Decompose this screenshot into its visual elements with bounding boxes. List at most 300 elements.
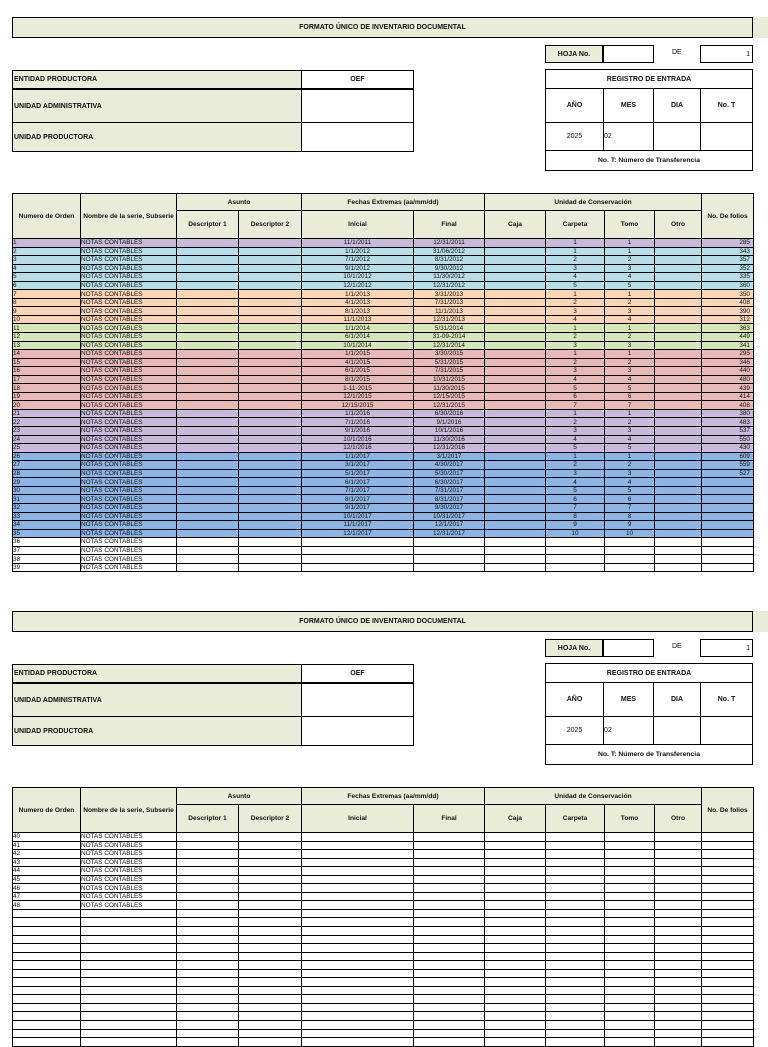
cell-caja[interactable] — [485, 247, 546, 256]
cell-descriptor-2[interactable] — [239, 273, 302, 282]
cell-serie[interactable]: NOTAS CONTABLES — [81, 401, 177, 410]
cell-tomo[interactable] — [605, 867, 655, 876]
cell-inicial[interactable]: 1/1/2013 — [302, 290, 414, 299]
cell-carpeta[interactable] — [546, 538, 605, 547]
cell-numero[interactable]: 18 — [13, 384, 81, 393]
cell-inicial[interactable]: 7/1/2017 — [302, 486, 414, 495]
cell-serie[interactable] — [81, 986, 177, 995]
cell-folios[interactable]: 285 — [702, 239, 754, 248]
cell-carpeta[interactable]: 4 — [546, 375, 605, 384]
cell-final[interactable]: 12/31/2016 — [414, 444, 485, 453]
cell-descriptor-1[interactable] — [177, 521, 239, 530]
cell-serie[interactable] — [81, 918, 177, 927]
cell-descriptor-2[interactable] — [239, 333, 302, 342]
cell-serie[interactable]: NOTAS CONTABLES — [81, 875, 177, 884]
cell-final[interactable] — [414, 850, 485, 859]
cell-folios[interactable] — [702, 909, 754, 918]
cell-otro[interactable] — [655, 350, 702, 359]
cell-final[interactable] — [414, 1003, 485, 1012]
cell-serie[interactable]: NOTAS CONTABLES — [81, 461, 177, 470]
cell-final[interactable] — [414, 1012, 485, 1021]
cell-inicial[interactable] — [302, 546, 414, 555]
cell-otro[interactable] — [655, 461, 702, 470]
cell-serie[interactable] — [81, 935, 177, 944]
cell-descriptor-2[interactable] — [239, 307, 302, 316]
cell-carpeta[interactable] — [546, 1003, 605, 1012]
cell-descriptor-1[interactable] — [177, 944, 239, 953]
cell-numero[interactable]: 1 — [13, 239, 81, 248]
cell-serie[interactable]: NOTAS CONTABLES — [81, 867, 177, 876]
cell-numero[interactable]: 8 — [13, 298, 81, 307]
cell-tomo[interactable] — [605, 546, 655, 555]
cell-serie[interactable] — [81, 1029, 177, 1038]
cell-numero[interactable]: 17 — [13, 375, 81, 384]
cell-descriptor-1[interactable] — [177, 256, 239, 265]
mes-field[interactable] — [603, 122, 654, 151]
cell-serie[interactable] — [81, 944, 177, 953]
cell-inicial[interactable]: 9/1/2012 — [302, 264, 414, 273]
cell-final[interactable]: 5/30/2017 — [414, 469, 485, 478]
cell-inicial[interactable]: 11/1/2017 — [302, 521, 414, 530]
cell-caja[interactable] — [485, 909, 546, 918]
cell-tomo[interactable] — [605, 858, 655, 867]
cell-descriptor-1[interactable] — [177, 935, 239, 944]
cell-descriptor-1[interactable] — [177, 273, 239, 282]
cell-folios[interactable] — [702, 986, 754, 995]
cell-otro[interactable] — [655, 401, 702, 410]
cell-descriptor-1[interactable] — [177, 418, 239, 427]
cell-inicial[interactable] — [302, 918, 414, 927]
cell-inicial[interactable] — [302, 961, 414, 970]
cell-folios[interactable]: 439 — [702, 384, 754, 393]
cell-inicial[interactable] — [302, 927, 414, 936]
cell-inicial[interactable] — [302, 1021, 414, 1030]
entidad-field[interactable] — [301, 70, 414, 89]
cell-tomo[interactable] — [605, 884, 655, 893]
cell-carpeta[interactable]: 8 — [546, 512, 605, 521]
cell-caja[interactable] — [485, 867, 546, 876]
cell-final[interactable] — [414, 892, 485, 901]
cell-descriptor-2[interactable] — [239, 392, 302, 401]
cell-final[interactable]: 31-09-2014 — [414, 333, 485, 342]
cell-folios[interactable]: 350 — [702, 290, 754, 299]
cell-serie[interactable]: NOTAS CONTABLES — [81, 298, 177, 307]
cell-numero[interactable]: 2 — [13, 247, 81, 256]
cell-descriptor-2[interactable] — [239, 384, 302, 393]
cell-descriptor-1[interactable] — [177, 841, 239, 850]
cell-descriptor-1[interactable] — [177, 1038, 239, 1047]
cell-tomo[interactable]: 10 — [605, 529, 655, 538]
cell-numero[interactable]: 3 — [13, 256, 81, 265]
cell-caja[interactable] — [485, 969, 546, 978]
cell-final[interactable]: 12/31/2014 — [414, 341, 485, 350]
cell-serie[interactable] — [81, 1012, 177, 1021]
cell-numero[interactable] — [13, 935, 81, 944]
cell-descriptor-1[interactable] — [177, 529, 239, 538]
cell-tomo[interactable]: 2 — [605, 461, 655, 470]
cell-otro[interactable] — [655, 927, 702, 936]
cell-descriptor-2[interactable] — [239, 833, 302, 842]
cell-carpeta[interactable]: 7 — [546, 503, 605, 512]
cell-final[interactable]: 4/30/2017 — [414, 461, 485, 470]
cell-numero[interactable] — [13, 1003, 81, 1012]
cell-final[interactable] — [414, 867, 485, 876]
cell-caja[interactable] — [485, 384, 546, 393]
cell-carpeta[interactable] — [546, 875, 605, 884]
cell-carpeta[interactable] — [546, 909, 605, 918]
cell-descriptor-1[interactable] — [177, 239, 239, 248]
cell-descriptor-2[interactable] — [239, 546, 302, 555]
cell-carpeta[interactable]: 2 — [546, 418, 605, 427]
cell-tomo[interactable] — [605, 969, 655, 978]
cell-caja[interactable] — [485, 478, 546, 487]
cell-caja[interactable] — [485, 350, 546, 359]
cell-folios[interactable] — [702, 495, 754, 504]
cell-caja[interactable] — [485, 901, 546, 910]
cell-final[interactable]: 7/31/2015 — [414, 367, 485, 376]
cell-final[interactable]: 5/31/2015 — [414, 358, 485, 367]
cell-tomo[interactable]: 9 — [605, 521, 655, 530]
cell-descriptor-2[interactable] — [239, 867, 302, 876]
cell-numero[interactable]: 36 — [13, 538, 81, 547]
cell-final[interactable]: 12/31/2013 — [414, 315, 485, 324]
cell-descriptor-2[interactable] — [239, 892, 302, 901]
cell-caja[interactable] — [485, 555, 546, 564]
cell-descriptor-1[interactable] — [177, 503, 239, 512]
cell-otro[interactable] — [655, 478, 702, 487]
cell-folios[interactable]: 390 — [702, 307, 754, 316]
cell-descriptor-2[interactable] — [239, 909, 302, 918]
cell-carpeta[interactable] — [546, 918, 605, 927]
cell-carpeta[interactable]: 1 — [546, 247, 605, 256]
cell-inicial[interactable]: 7/1/2016 — [302, 418, 414, 427]
cell-inicial[interactable] — [302, 555, 414, 564]
cell-folios[interactable]: 380 — [702, 409, 754, 418]
cell-otro[interactable] — [655, 256, 702, 265]
cell-inicial[interactable]: 10/1/2012 — [302, 273, 414, 282]
cell-descriptor-2[interactable] — [239, 538, 302, 547]
cell-tomo[interactable] — [605, 1003, 655, 1012]
cell-numero[interactable]: 24 — [13, 435, 81, 444]
cell-numero[interactable]: 12 — [13, 333, 81, 342]
cell-carpeta[interactable]: 9 — [546, 521, 605, 530]
cell-descriptor-2[interactable] — [239, 1003, 302, 1012]
cell-numero[interactable]: 39 — [13, 563, 81, 572]
cell-folios[interactable]: 363 — [702, 324, 754, 333]
cell-descriptor-1[interactable] — [177, 969, 239, 978]
cell-tomo[interactable] — [605, 833, 655, 842]
cell-tomo[interactable] — [605, 850, 655, 859]
unidad-adm-field[interactable] — [301, 89, 414, 123]
cell-descriptor-2[interactable] — [239, 239, 302, 248]
cell-tomo[interactable]: 1 — [605, 324, 655, 333]
cell-carpeta[interactable] — [546, 901, 605, 910]
cell-tomo[interactable]: 1 — [605, 350, 655, 359]
cell-descriptor-1[interactable] — [177, 986, 239, 995]
cell-descriptor-1[interactable] — [177, 978, 239, 987]
cell-serie[interactable] — [81, 927, 177, 936]
cell-numero[interactable]: 34 — [13, 521, 81, 530]
cell-carpeta[interactable]: 4 — [546, 435, 605, 444]
cell-inicial[interactable] — [302, 969, 414, 978]
cell-carpeta[interactable] — [546, 833, 605, 842]
cell-otro[interactable] — [655, 324, 702, 333]
cell-numero[interactable] — [13, 918, 81, 927]
cell-tomo[interactable] — [605, 909, 655, 918]
cell-caja[interactable] — [485, 1029, 546, 1038]
cell-caja[interactable] — [485, 833, 546, 842]
cell-inicial[interactable] — [302, 833, 414, 842]
cell-caja[interactable] — [485, 563, 546, 572]
cell-tomo[interactable]: 4 — [605, 315, 655, 324]
cell-descriptor-1[interactable] — [177, 409, 239, 418]
cell-tomo[interactable]: 1 — [605, 290, 655, 299]
cell-final[interactable] — [414, 841, 485, 850]
cell-otro[interactable] — [655, 986, 702, 995]
cell-inicial[interactable]: 1/1/2014 — [302, 324, 414, 333]
cell-descriptor-2[interactable] — [239, 927, 302, 936]
cell-descriptor-2[interactable] — [239, 503, 302, 512]
cell-carpeta[interactable]: 1 — [546, 452, 605, 461]
cell-final[interactable] — [414, 538, 485, 547]
cell-serie[interactable]: NOTAS CONTABLES — [81, 264, 177, 273]
cell-carpeta[interactable]: 3 — [546, 307, 605, 316]
cell-serie[interactable]: NOTAS CONTABLES — [81, 444, 177, 453]
cell-final[interactable] — [414, 833, 485, 842]
cell-otro[interactable] — [655, 1029, 702, 1038]
cell-numero[interactable] — [13, 961, 81, 970]
cell-serie[interactable]: NOTAS CONTABLES — [81, 563, 177, 572]
cell-serie[interactable]: NOTAS CONTABLES — [81, 486, 177, 495]
cell-caja[interactable] — [485, 1003, 546, 1012]
cell-caja[interactable] — [485, 529, 546, 538]
cell-carpeta[interactable]: 10 — [546, 529, 605, 538]
cell-descriptor-2[interactable] — [239, 884, 302, 893]
cell-tomo[interactable]: 1 — [605, 409, 655, 418]
cell-descriptor-2[interactable] — [239, 1012, 302, 1021]
cell-carpeta[interactable]: 4 — [546, 478, 605, 487]
cell-tomo[interactable]: 1 — [605, 239, 655, 248]
cell-serie[interactable]: NOTAS CONTABLES — [81, 392, 177, 401]
cell-descriptor-1[interactable] — [177, 495, 239, 504]
cell-caja[interactable] — [485, 486, 546, 495]
cell-folios[interactable] — [702, 935, 754, 944]
cell-numero[interactable]: 27 — [13, 461, 81, 470]
cell-tomo[interactable]: 4 — [605, 478, 655, 487]
cell-numero[interactable]: 29 — [13, 478, 81, 487]
cell-final[interactable]: 9/1/2016 — [414, 418, 485, 427]
cell-carpeta[interactable] — [546, 935, 605, 944]
cell-serie[interactable]: NOTAS CONTABLES — [81, 892, 177, 901]
cell-caja[interactable] — [485, 435, 546, 444]
cell-numero[interactable]: 44 — [13, 867, 81, 876]
cell-folios[interactable] — [702, 503, 754, 512]
cell-final[interactable]: 10/31/2017 — [414, 512, 485, 521]
cell-otro[interactable] — [655, 935, 702, 944]
cell-final[interactable] — [414, 901, 485, 910]
cell-descriptor-1[interactable] — [177, 909, 239, 918]
cell-otro[interactable] — [655, 264, 702, 273]
cell-inicial[interactable] — [302, 1012, 414, 1021]
cell-serie[interactable]: NOTAS CONTABLES — [81, 546, 177, 555]
cell-tomo[interactable]: 2 — [605, 256, 655, 265]
cell-descriptor-1[interactable] — [177, 850, 239, 859]
cell-descriptor-1[interactable] — [177, 444, 239, 453]
cell-tomo[interactable] — [605, 538, 655, 547]
cell-folios[interactable] — [702, 833, 754, 842]
cell-tomo[interactable]: 3 — [605, 469, 655, 478]
cell-inicial[interactable] — [302, 884, 414, 893]
cell-descriptor-2[interactable] — [239, 986, 302, 995]
cell-final[interactable]: 11/30/2012 — [414, 273, 485, 282]
cell-caja[interactable] — [485, 264, 546, 273]
cell-caja[interactable] — [485, 995, 546, 1004]
cell-carpeta[interactable]: 1 — [546, 239, 605, 248]
cell-caja[interactable] — [485, 307, 546, 316]
cell-descriptor-1[interactable] — [177, 427, 239, 436]
cell-tomo[interactable]: 2 — [605, 358, 655, 367]
cell-numero[interactable] — [13, 978, 81, 987]
cell-descriptor-1[interactable] — [177, 307, 239, 316]
cell-tomo[interactable] — [605, 935, 655, 944]
cell-descriptor-2[interactable] — [239, 264, 302, 273]
cell-folios[interactable] — [702, 995, 754, 1004]
cell-tomo[interactable] — [605, 978, 655, 987]
cell-folios[interactable] — [702, 918, 754, 927]
cell-serie[interactable] — [81, 978, 177, 987]
cell-numero[interactable]: 25 — [13, 444, 81, 453]
cell-folios[interactable] — [702, 858, 754, 867]
cell-caja[interactable] — [485, 521, 546, 530]
cell-inicial[interactable] — [302, 1029, 414, 1038]
cell-final[interactable]: 12/31/2017 — [414, 529, 485, 538]
cell-inicial[interactable]: 5/1/2017 — [302, 469, 414, 478]
cell-final[interactable] — [414, 1029, 485, 1038]
cell-final[interactable] — [414, 1038, 485, 1047]
cell-folios[interactable]: 295 — [702, 350, 754, 359]
cell-descriptor-1[interactable] — [177, 961, 239, 970]
cell-carpeta[interactable]: 3 — [546, 341, 605, 350]
cell-inicial[interactable] — [302, 867, 414, 876]
cell-inicial[interactable]: 9/1/2016 — [302, 427, 414, 436]
cell-final[interactable]: 10/31/2015 — [414, 375, 485, 384]
cell-descriptor-1[interactable] — [177, 469, 239, 478]
cell-numero[interactable]: 7 — [13, 290, 81, 299]
cell-numero[interactable]: 5 — [13, 273, 81, 282]
cell-inicial[interactable]: 12/1/2017 — [302, 529, 414, 538]
cell-otro[interactable] — [655, 952, 702, 961]
cell-otro[interactable] — [655, 469, 702, 478]
cell-numero[interactable]: 45 — [13, 875, 81, 884]
cell-caja[interactable] — [485, 850, 546, 859]
cell-serie[interactable]: NOTAS CONTABLES — [81, 538, 177, 547]
cell-tomo[interactable]: 4 — [605, 435, 655, 444]
cell-final[interactable]: 6/30/2017 — [414, 478, 485, 487]
cell-otro[interactable] — [655, 444, 702, 453]
cell-descriptor-1[interactable] — [177, 1003, 239, 1012]
cell-caja[interactable] — [485, 952, 546, 961]
cell-otro[interactable] — [655, 409, 702, 418]
cell-carpeta[interactable] — [546, 858, 605, 867]
cell-tomo[interactable] — [605, 944, 655, 953]
cell-folios[interactable] — [702, 1038, 754, 1047]
cell-numero[interactable]: 26 — [13, 452, 81, 461]
cell-caja[interactable] — [485, 341, 546, 350]
cell-inicial[interactable] — [302, 978, 414, 987]
cell-final[interactable]: 12/31/2011 — [414, 239, 485, 248]
cell-carpeta[interactable]: 3 — [546, 264, 605, 273]
cell-folios[interactable]: 480 — [702, 375, 754, 384]
cell-caja[interactable] — [485, 858, 546, 867]
cell-folios[interactable]: 527 — [702, 469, 754, 478]
cell-numero[interactable]: 13 — [13, 341, 81, 350]
cell-carpeta[interactable]: 1 — [546, 409, 605, 418]
cell-inicial[interactable]: 6/1/2015 — [302, 367, 414, 376]
cell-folios[interactable] — [702, 563, 754, 572]
cell-final[interactable] — [414, 858, 485, 867]
cell-caja[interactable] — [485, 495, 546, 504]
cell-descriptor-2[interactable] — [239, 350, 302, 359]
cell-caja[interactable] — [485, 1021, 546, 1030]
hoja-field-2[interactable] — [603, 639, 654, 657]
cell-folios[interactable]: 408 — [702, 401, 754, 410]
cell-numero[interactable]: 11 — [13, 324, 81, 333]
cell-otro[interactable] — [655, 495, 702, 504]
de-field-2[interactable] — [700, 639, 753, 657]
cell-tomo[interactable]: 2 — [605, 333, 655, 342]
cell-inicial[interactable] — [302, 995, 414, 1004]
unidad-prod-field-2[interactable] — [301, 716, 414, 746]
cell-otro[interactable] — [655, 918, 702, 927]
cell-serie[interactable]: NOTAS CONTABLES — [81, 324, 177, 333]
cell-final[interactable]: 3/1/2017 — [414, 452, 485, 461]
cell-tomo[interactable] — [605, 901, 655, 910]
cell-numero[interactable]: 33 — [13, 512, 81, 521]
cell-tomo[interactable]: 6 — [605, 495, 655, 504]
cell-otro[interactable] — [655, 290, 702, 299]
cell-numero[interactable] — [13, 1021, 81, 1030]
cell-descriptor-1[interactable] — [177, 918, 239, 927]
cell-otro[interactable] — [655, 512, 702, 521]
cell-folios[interactable]: 360 — [702, 281, 754, 290]
cell-folios[interactable] — [702, 1012, 754, 1021]
cell-serie[interactable]: NOTAS CONTABLES — [81, 495, 177, 504]
cell-serie[interactable]: NOTAS CONTABLES — [81, 290, 177, 299]
cell-carpeta[interactable] — [546, 927, 605, 936]
cell-descriptor-1[interactable] — [177, 486, 239, 495]
cell-carpeta[interactable]: 1 — [546, 290, 605, 299]
cell-carpeta[interactable]: 6 — [546, 495, 605, 504]
cell-otro[interactable] — [655, 1038, 702, 1047]
cell-inicial[interactable] — [302, 909, 414, 918]
cell-carpeta[interactable]: 1 — [546, 324, 605, 333]
cell-inicial[interactable]: 9/1/2017 — [302, 503, 414, 512]
cell-tomo[interactable] — [605, 1029, 655, 1038]
cell-caja[interactable] — [485, 281, 546, 290]
cell-tomo[interactable]: 3 — [605, 367, 655, 376]
cell-final[interactable]: 5/31/2014 — [414, 324, 485, 333]
cell-final[interactable] — [414, 927, 485, 936]
cell-otro[interactable] — [655, 563, 702, 572]
cell-numero[interactable]: 19 — [13, 392, 81, 401]
cell-inicial[interactable]: 10/1/2016 — [302, 435, 414, 444]
cell-numero[interactable]: 15 — [13, 358, 81, 367]
cell-descriptor-2[interactable] — [239, 298, 302, 307]
cell-caja[interactable] — [485, 1038, 546, 1047]
cell-final[interactable] — [414, 995, 485, 1004]
cell-descriptor-1[interactable] — [177, 1029, 239, 1038]
cell-carpeta[interactable]: 4 — [546, 315, 605, 324]
